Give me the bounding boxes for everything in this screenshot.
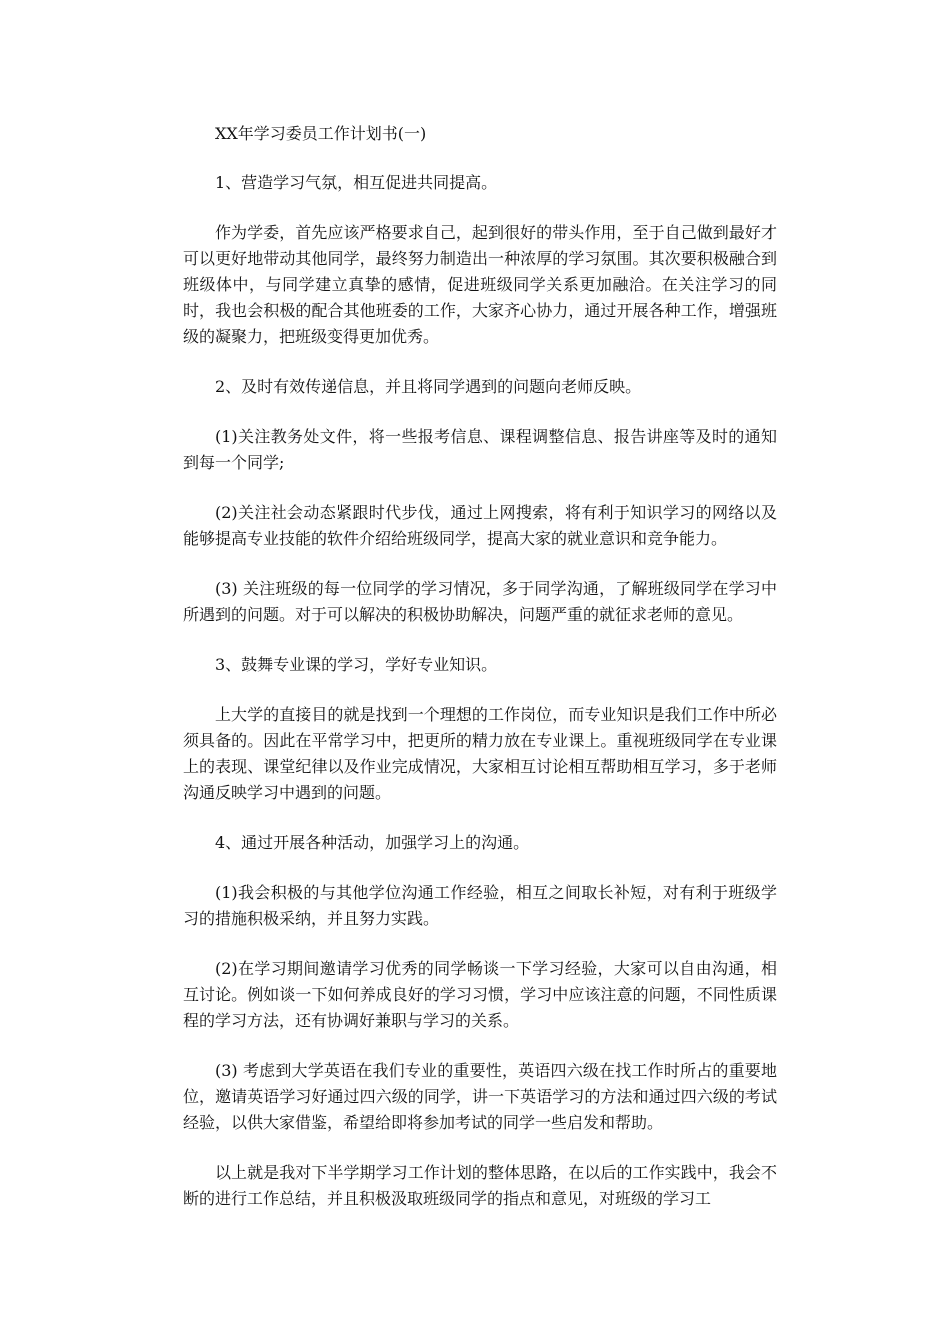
body-paragraph: 作为学委，首先应该严格要求自己，起到很好的带头作用，至于自己做到最好才可以更好地带动其他同学，最终努力制造出一种浓厚的学习氛围。其次要积极融合到班级体中，与同学建立真挚的感情，促进班级同学关系更加融洽。在关注学习的同时，我也会积极的配合其他班委的工作，大家齐心协力，通过开展各种工作，增强班级的凝聚力，把班级变得更加优秀。: [183, 223, 777, 346]
document-title: XX年学习委员工作计划书(一): [215, 124, 427, 143]
body-paragraph: (2)关注社会动态紧跟时代步伐，通过上网搜索，将有利于知识学习的网络以及能够提高专业技能的软件介绍给班级同学，提高大家的就业意识和竞争能力。: [183, 503, 777, 548]
body-paragraph: (2)在学习期间邀请学习优秀的同学畅谈一下学习经验，大家可以自由沟通，相互讨论。例如谈一下如何养成良好的学习习惯，学习中应该注意的问题，不同性质课程的学习方法，还有协调好兼职与学习的关系。: [183, 959, 777, 1030]
section-heading-1: 1、营造学习气氛，相互促进共同提高。: [215, 173, 498, 192]
document-body: [183, 121, 777, 1236]
closing-paragraph: 以上就是我对下半学期学习工作计划的整体思路，在以后的工作实践中，我会不断的进行工作总结，并且积极汲取班级同学的指点和意见，对班级的学习工: [183, 1163, 777, 1208]
body-paragraph: (1)关注教务处文件，将一些报考信息、课程调整信息、报告讲座等及时的通知到每一个同学;: [183, 427, 777, 472]
body-paragraph: 上大学的直接目的就是找到一个理想的工作岗位，而专业知识是我们工作中所必须具备的。因此在平常学习中，把更所的精力放在专业课上。重视班级同学在专业课上的表现、课堂纪律以及作业完成情况，大家相互讨论相互帮助相互学习，多于老师沟通反映学习中遇到的问题。: [183, 705, 777, 802]
body-paragraph: (3) 关注班级的每一位同学的学习情况，多于同学沟通，了解班级同学在学习中所遇到的问题。对于可以解决的积极协助解决，问题严重的就征求老师的意见。: [183, 579, 777, 624]
body-paragraph: (1)我会积极的与其他学位沟通工作经验，相互之间取长补短，对有利于班级学习的措施积极采纳，并且努力实践。: [183, 883, 777, 928]
section-heading-4: 4、通过开展各种活动，加强学习上的沟通。: [215, 833, 530, 852]
body-paragraph: (3) 考虑到大学英语在我们专业的重要性，英语四六级在找工作时所占的重要地位，邀请英语学习好通过四六级的同学，讲一下英语学习的方法和通过四六级的考试经验，以供大家借鉴，希望给即将参加考试的同学一些启发和帮助。: [183, 1061, 777, 1132]
section-heading-2: 2、及时有效传递信息，并且将同学遇到的问题向老师反映。: [215, 377, 642, 396]
section-heading-3: 3、鼓舞专业课的学习，学好专业知识。: [215, 655, 498, 674]
